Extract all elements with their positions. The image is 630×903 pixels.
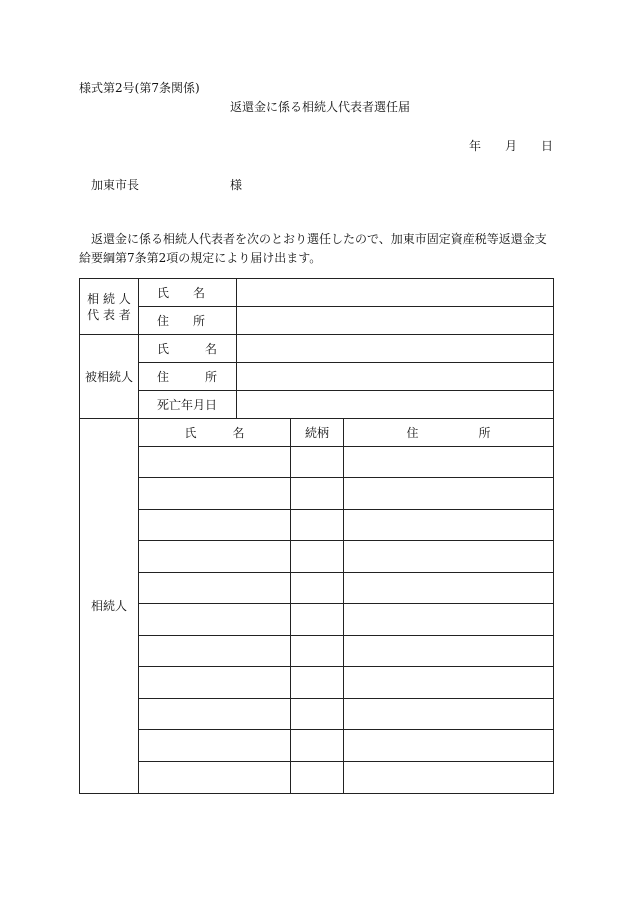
representative-name-row xyxy=(80,279,554,307)
heir-address-field[interactable] xyxy=(344,604,554,636)
heir-address-field[interactable] xyxy=(344,730,554,762)
heir-name-field[interactable] xyxy=(139,699,291,730)
heir-relation-field[interactable] xyxy=(291,541,344,573)
heir-relation-field[interactable] xyxy=(291,699,344,730)
heir-row xyxy=(80,510,554,541)
heir-relation-field[interactable] xyxy=(291,762,344,794)
addressee-name: 加東市長 xyxy=(91,178,140,192)
representative-label-line1: 相 続 人 xyxy=(87,291,131,306)
heir-name-field[interactable] xyxy=(139,604,291,636)
heir-address-field[interactable] xyxy=(344,510,554,541)
form-number: 様式第2号(第7条関係) xyxy=(79,81,200,95)
heir-relation-field[interactable] xyxy=(291,667,344,699)
deceased-death-date-row xyxy=(80,391,554,419)
deceased-name-row xyxy=(80,335,554,363)
heir-name-field[interactable] xyxy=(139,447,291,478)
heir-row xyxy=(80,667,554,699)
heir-row xyxy=(80,573,554,604)
deceased-label: 被相続人 xyxy=(80,335,139,419)
notification-form-table xyxy=(79,278,554,794)
heir-name-field[interactable] xyxy=(139,636,291,667)
heirs-col-address: 住 所 xyxy=(344,419,554,447)
deceased-name-label: 氏 名 xyxy=(139,335,237,363)
heirs-col-name: 氏 名 xyxy=(139,419,291,447)
heir-address-field[interactable] xyxy=(344,699,554,730)
heir-name-field[interactable] xyxy=(139,510,291,541)
heir-relation-field[interactable] xyxy=(291,730,344,762)
heir-row xyxy=(80,762,554,794)
heir-relation-field[interactable] xyxy=(291,478,344,510)
deceased-address-label: 住 所 xyxy=(139,363,237,391)
heir-name-field[interactable] xyxy=(139,541,291,573)
addressee-honorific: 様 xyxy=(230,178,243,192)
representative-address-field[interactable] xyxy=(237,307,554,335)
heir-address-field[interactable] xyxy=(344,667,554,699)
representative-name-field[interactable] xyxy=(237,279,554,307)
heirs-col-relation: 続柄 xyxy=(291,419,344,447)
heir-name-field[interactable] xyxy=(139,667,291,699)
deceased-death-date-field[interactable] xyxy=(237,391,554,419)
heir-row xyxy=(80,730,554,762)
document-title: 返還金に係る相続人代表者選任届 xyxy=(229,100,410,114)
heir-row xyxy=(80,478,554,510)
deceased-name-field[interactable] xyxy=(237,335,554,363)
representative-label-line2: 代 表 者 xyxy=(87,307,131,322)
date-day-label: 日 xyxy=(541,139,554,153)
heir-name-field[interactable] xyxy=(139,730,291,762)
heir-row xyxy=(80,541,554,573)
body-text: 返還金に係る相続人代表者を次のとおり選任したので、加東市固定資産税等返還金支給要綱第7条第2項の規定により届け出ます。 xyxy=(79,232,547,265)
heir-name-field[interactable] xyxy=(139,478,291,510)
deceased-address-field[interactable] xyxy=(237,363,554,391)
heir-row xyxy=(80,447,554,478)
heir-relation-field[interactable] xyxy=(291,573,344,604)
heir-relation-field[interactable] xyxy=(291,447,344,478)
heir-address-field[interactable] xyxy=(344,636,554,667)
heir-row xyxy=(80,699,554,730)
heirs-header-row xyxy=(80,419,554,447)
heir-address-field[interactable] xyxy=(344,762,554,794)
heir-relation-field[interactable] xyxy=(291,510,344,541)
representative-name-label: 氏 名 xyxy=(139,279,237,307)
heir-name-field[interactable] xyxy=(139,762,291,794)
heir-address-field[interactable] xyxy=(344,478,554,510)
heir-address-field[interactable] xyxy=(344,447,554,478)
heir-relation-field[interactable] xyxy=(291,604,344,636)
heir-row xyxy=(80,604,554,636)
heir-name-field[interactable] xyxy=(139,573,291,604)
representative-address-label: 住 所 xyxy=(139,307,237,335)
deceased-address-row xyxy=(80,363,554,391)
heir-row xyxy=(80,636,554,667)
heir-relation-field[interactable] xyxy=(291,636,344,667)
heir-address-field[interactable] xyxy=(344,541,554,573)
representative-label xyxy=(80,279,139,335)
date-month-label: 月 xyxy=(505,139,518,153)
deceased-death-date-label: 死亡年月日 xyxy=(139,391,237,419)
heir-address-field[interactable] xyxy=(344,573,554,604)
representative-address-row xyxy=(80,307,554,335)
date-year-label: 年 xyxy=(469,139,482,153)
heirs-label: 相続人 xyxy=(80,419,139,794)
